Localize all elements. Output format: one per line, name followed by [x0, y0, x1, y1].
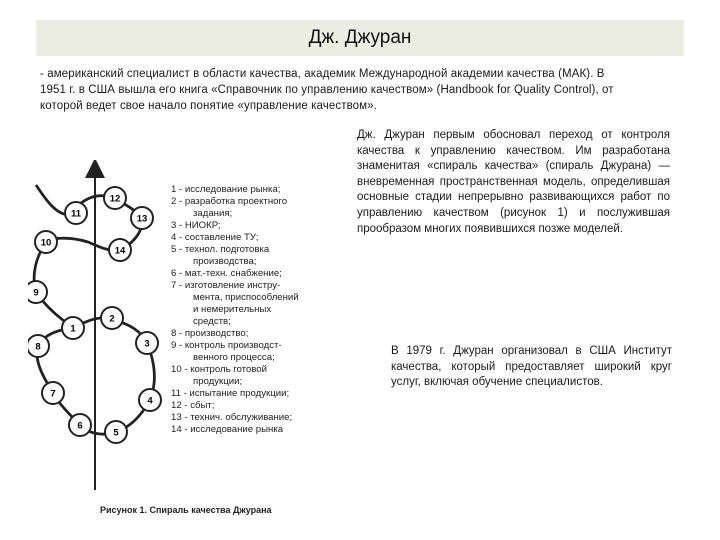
spiral-node	[69, 414, 91, 436]
legend-line: 1 - исследование рынка;	[171, 184, 281, 195]
intro-text	[40, 66, 680, 114]
legend-line: 11 - испытание продукции;	[171, 388, 290, 399]
spiral-node	[131, 207, 153, 229]
node-label: 13	[136, 213, 148, 225]
legend-line: 14 - исследование рынка	[171, 424, 284, 435]
node-label: 8	[35, 341, 41, 353]
spiral-node	[136, 332, 158, 354]
spiral-node	[65, 202, 87, 224]
paragraph-institute: В 1979 г. Джуран организовал в США Институт качества, который предоставляет широкий круг услуг, включая обучение специалистов.	[391, 345, 672, 389]
legend-line: 4 - составление ТУ;	[171, 232, 259, 243]
legend-line: венного процесса;	[193, 352, 275, 363]
legend-line: 6 - мат.-техн. снабжение;	[171, 268, 282, 279]
node-label: 14	[114, 245, 126, 257]
legend-line: 3 - НИОКР;	[171, 220, 221, 231]
spiral-diagram	[28, 160, 328, 520]
legend-line: 12 - сбыт;	[171, 400, 215, 411]
spiral-node	[109, 239, 131, 261]
node-label: 4	[147, 395, 153, 407]
figure-caption: Рисунок 1. Спираль качества Джурана	[100, 505, 272, 515]
node-label: 2	[109, 313, 115, 325]
node-label: 9	[33, 287, 39, 299]
node-label: 12	[109, 193, 121, 205]
node-label: 6	[77, 420, 83, 432]
spiral-node	[28, 335, 49, 357]
juran-spiral-figure	[28, 160, 328, 525]
paragraph-juran-spiral: Дж. Джуран первым обосновал переход от контроля качества к управлению качеством. Им разработана знаменитая «спираль качества» (спираль Джурана) — вневременная пространственная модель, определившая основные стадии непрерывно развивающихся работ по управлению качеством (рисунок 1) и послужившая прообразом многих появившихся позже моделей.	[357, 129, 670, 235]
spiral-node	[35, 231, 57, 253]
node-label: 3	[144, 338, 150, 350]
legend-line: мента, приспособлений	[193, 292, 299, 303]
legend-line: средств;	[193, 316, 231, 327]
spiral-node	[62, 317, 84, 339]
legend-line: 10 - контроль готовой	[171, 364, 267, 375]
page-title: Дж. Джуран	[308, 27, 412, 48]
node-label: 11	[70, 208, 82, 220]
node-label: 5	[113, 427, 119, 439]
spiral-node	[105, 421, 127, 443]
legend-line: производства;	[193, 256, 257, 267]
intro-line: 1951 г. в США вышла его книга «Справочник по управлению качеством» (Handbook for Quality Control), от	[40, 84, 614, 96]
spiral-node	[101, 307, 123, 329]
legend-line: 13 - технич. обслуживание;	[171, 412, 293, 423]
spiral-node	[104, 187, 126, 209]
legend-line: 7 - изготовление инстру-	[171, 280, 281, 291]
node-label: 10	[40, 237, 52, 249]
intro-line: которой ведет свое начало понятие «управление качеством».	[40, 100, 377, 112]
legend-line: 2 - разработка проектного	[171, 196, 288, 207]
node-label: 7	[50, 388, 56, 400]
legend-line: 5 - технол. подготовка	[171, 244, 270, 255]
node-label: 1	[70, 323, 76, 335]
spiral-legend	[171, 184, 299, 435]
spiral-node	[28, 281, 47, 303]
title-bar	[36, 20, 684, 56]
legend-line: 8 - производство;	[171, 328, 249, 339]
legend-line: и немерительных	[193, 304, 272, 315]
spiral-node	[139, 389, 161, 411]
legend-line: продукции;	[193, 376, 243, 387]
spiral-node	[42, 382, 64, 404]
legend-line: 9 - контроль производст-	[171, 340, 282, 351]
intro-line: - американский специалист в области качества, академик Международной академии качества (МАК). В	[40, 68, 605, 80]
legend-line: задания;	[193, 208, 233, 219]
